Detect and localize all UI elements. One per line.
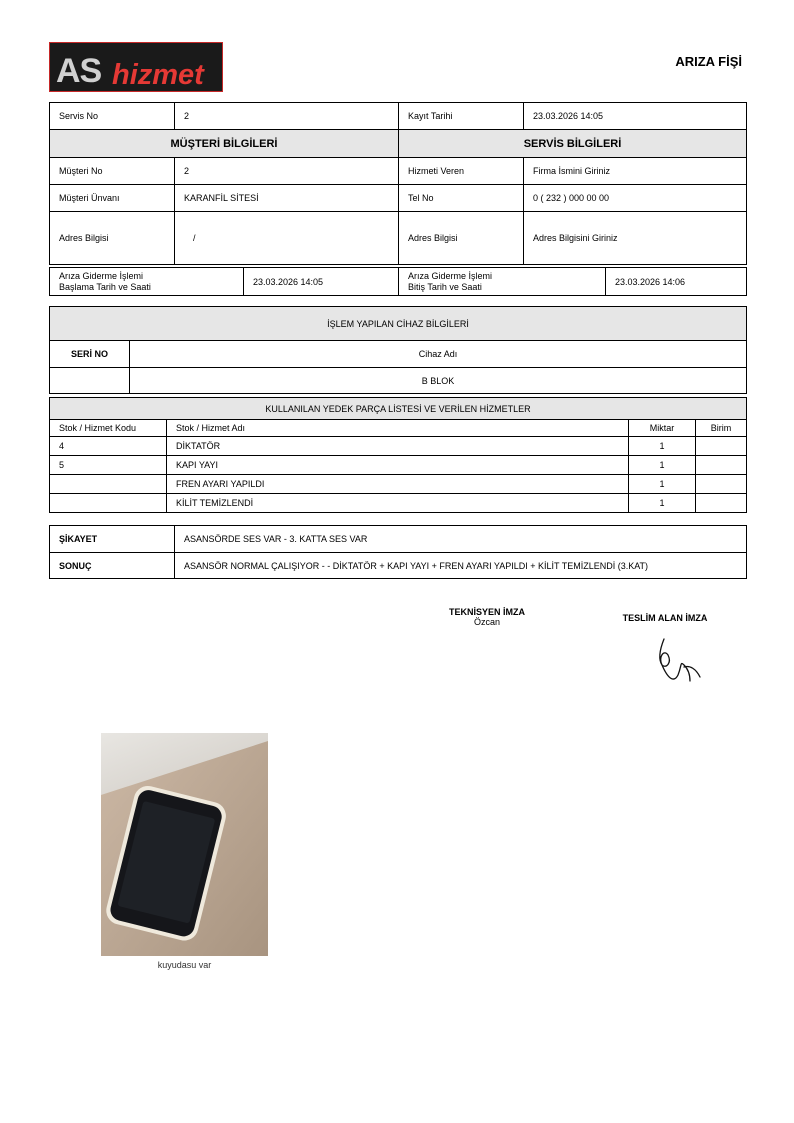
col-stok-kodu: Stok / Hizmet Kodu [50,420,167,437]
musteri-heading: MÜŞTERİ BİLGİLERİ [50,130,399,158]
servis-adres-label: Adres Bilgisi [399,212,524,265]
servis-no-label: Servis No [50,103,175,130]
row-birim [696,494,747,513]
table-row [50,456,747,475]
seri-no-header: SERİ NO [50,341,130,368]
bitis-value: 23.03.2026 14:06 [606,268,747,296]
col-miktar: Miktar [629,420,696,437]
row-birim [696,437,747,456]
row-ad: FREN AYARI YAPILDI [167,475,629,494]
musteri-no-label: Müşteri No [50,158,175,185]
phone-photo-image [101,733,268,956]
row-ad: KAPI YAYI [167,456,629,475]
sikayet-value: ASANSÖRDE SES VAR - 3. KATTA SES VAR [175,526,747,553]
row-ad: KİLİT TEMİZLENDİ [167,494,629,513]
baslama-label-line2: Başlama Tarih ve Saati [59,281,151,292]
parts-heading: KULLANILAN YEDEK PARÇA LİSTESİ VE VERİLEN HİZMETLER [50,398,747,420]
logo-hizmet-text: hizmet [112,59,204,91]
complaint-table [49,525,747,579]
hizmeti-veren-label: Hizmeti Veren [399,158,524,185]
bitis-label-line2: Bitiş Tarih ve Saati [408,281,482,292]
table-row [50,494,747,513]
teknisyen-signature-block [437,607,537,627]
device-heading: İŞLEM YAPILAN CİHAZ BİLGİLERİ [50,307,747,341]
baslama-value: 23.03.2026 14:05 [244,268,399,296]
row-miktar: 1 [629,456,696,475]
row-ad: DİKTATÖR [167,437,629,456]
musteri-adres-label: Adres Bilgisi [50,212,175,265]
row-kod [50,475,167,494]
col-stok-adi: Stok / Hizmet Adı [167,420,629,437]
tel-no-value: 0 ( 232 ) 000 00 00 [524,185,747,212]
row-kod: 4 [50,437,167,456]
table-row [50,437,747,456]
sonuc-label: SONUÇ [50,553,175,579]
musteri-unvani-label: Müşteri Ünvanı [50,185,175,212]
bitis-label [399,268,606,296]
col-birim: Birim [696,420,747,437]
seri-no-value [50,368,130,394]
musteri-no-value: 2 [175,158,399,185]
musteri-unvani-value: KARANFİL SİTESİ [175,185,399,212]
table-row [50,475,747,494]
device-table [49,306,747,394]
kayit-tarihi-value: 23.03.2026 14:05 [524,103,747,130]
servis-adres-value: Adres Bilgisini Giriniz [524,212,747,265]
baslama-label-line1: Arıza Giderme İşlemi [59,270,144,281]
device-photo [101,733,268,956]
hizmeti-veren-value: Firma İsmini Giriniz [524,158,747,185]
teslim-label: TESLİM ALAN İMZA [622,613,708,623]
teknisyen-label: TEKNİSYEN İMZA [448,607,525,617]
logo-as-text: AS [56,52,102,90]
cihaz-adi-value: B BLOK [130,368,747,394]
row-miktar: 1 [629,494,696,513]
row-kod [50,494,167,513]
row-birim [696,456,747,475]
document-title: ARIZA FİŞİ [675,54,742,69]
tel-no-label: Tel No [399,185,524,212]
row-birim [696,475,747,494]
baslama-label [50,268,244,296]
teknisyen-name: Özcan [473,617,500,627]
service-info-table [49,102,747,265]
sikayet-label: ŞİKAYET [50,526,175,553]
company-logo [49,42,223,92]
cihaz-adi-header: Cihaz Adı [130,341,747,368]
handwritten-signature [650,635,710,687]
row-kod: 5 [50,456,167,475]
musteri-adres-value: / [175,212,399,265]
photo-caption: kuyudasu var [157,960,212,970]
bitis-label-line1: Arıza Giderme İşlemi [408,270,493,281]
row-miktar: 1 [629,437,696,456]
servis-no-value: 2 [175,103,399,130]
kayit-tarihi-label: Kayıt Tarihi [399,103,524,130]
row-miktar: 1 [629,475,696,494]
parts-table [49,397,747,513]
repair-dates-table [49,267,747,296]
sonuc-value: ASANSÖR NORMAL ÇALIŞIYOR - - DİKTATÖR + KAPI YAYI + FREN AYARI YAPILDI + KİLİT TEMİZLENDİ (3.KAT) [175,553,747,579]
servis-heading: SERVİS BİLGİLERİ [399,130,747,158]
